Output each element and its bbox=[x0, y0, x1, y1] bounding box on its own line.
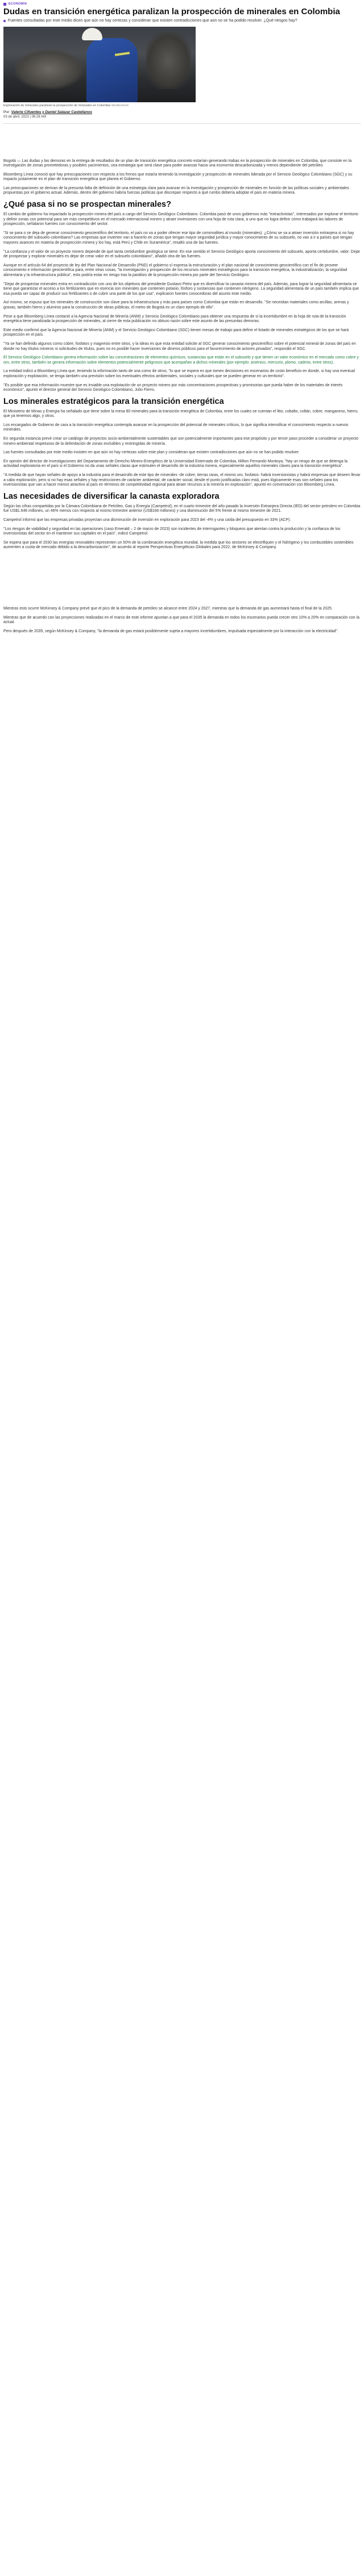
paragraph: El Servicio Geológico Colombiano genera información sobre las concentraciones de elementos químicos, sustancias que están en el subsuelo y que tienen un valor económico en el mercado como cobre y oro, entre otros, también se genera información sobre elementos potencialmente peligrosos que acompañan a dichos minerales (por ejemplo: arsénico, mercurio, plomo, cadmio, entre otros). bbox=[3, 356, 359, 365]
paragraph: En segunda instancia prevé crear un catálogo de proyectos socio-ambientalmente sustentables que son potencialmente importantes para ese propósito y por tercer paso proceder a considerar un proyecto minero-ambiental respetuoso de la delimitación de zonas excluibles y restringidas de minería. bbox=[3, 437, 358, 446]
paragraph: Las preocupaciones se derivan de la presunta falta de definición de una estrategia clara para avanzar en la investigación y prospección de minerales en función de las políticas sociales y ambientales propuestas por el gobierno actual. Además, dentro del gobierno habría fuerzas políticas que discrepan respecto a qué rumbo debería adoptar el país en materia minera. bbox=[3, 186, 349, 195]
byline-prefix: Por: bbox=[3, 110, 10, 114]
summary-bullet-icon bbox=[3, 20, 6, 22]
paragraph: Este medio confirmó que la Agencia Nacional de Minería (ANM) y el Servicio Geológico Colombiano (SGC) tienen mesas de trabajo para definir el listado de minerales estratégicos de los que se hará prospección en el país. bbox=[3, 328, 349, 337]
paragraph: Las fuentes consultadas por este medio insisten en que aún no hay certezas sobre este plan y consideran que existen contradicciones que aún no se han podido resolver. bbox=[3, 450, 300, 455]
paragraph: "Es posible que esa información muestre que es inviable una explotación de un proyecto minero por más concentraciones prospectivas y promisorias que pueda haber de los materiales de interés económico", apuntó el director general del Servicio Geológico Colombiano, Julio Fierro. bbox=[3, 383, 343, 393]
article-header bbox=[0, 0, 364, 24]
article-summary bbox=[3, 19, 361, 24]
caption-credit: Shutterstock bbox=[111, 103, 129, 107]
paragraph: "A medida de que hayan señales de apoyo a la industria para el desarrollo de este tipo de minerales -de cobre, tierras raras, el mismo oro, fosfatos- habrá inversionistas y habrá empresas que deseen llevar a cabo exploración, pero si no hay esas señales y hay restricciones de carácter ambiental, de carácter social, desde el punto justificadas claro está, pues lógicamente esas son señales para los inversionistas que van a hacer menos atractivo al país en términos de competitividad regional para atraer recursos a la minería en exploración", apuntó en conversación con Bloomberg Línea. bbox=[3, 473, 361, 487]
paragraph: Según las cifras compartidas por la Cámara Colombiana de Petróleo, Gas y Energía (Campetrol), en el cuarto trimestre del año pasado la Inversión Extranjera Directa (IED) del sector petrolero en Colombia fue US$1.646 millones, un 46% menos con respecto al mismo trimestre anterior (US$168 millones) y una disminución del 5% frente al mismo trimestre de 2021. bbox=[3, 504, 361, 513]
paragraph: "Los riesgos de viabilidad y seguridad en las operaciones (caso Emerald – 2 de marzo de 2023) son incidentes de interrogantes y bloqueos que atentan contra la producción y la confianza de los inversionistas del sector en el mantener sus capitales en el país", indicó Campetrol. bbox=[3, 527, 341, 536]
paragraph: "Ya se han definido algunos como cobre, fosfatos y magnesio entre otros, y la ideas es que esta entidad solicite al SGC generar conocimiento geocientífico sobre el potencial mineral de zonas del país en donde no hay títulos mineros ni solicitudes de títulos, pues no es posible hacer inversiones de dineros públicos para el favorecimiento de actores privados", respondió el SGC. bbox=[3, 341, 356, 351]
paragraph: Bloomberg Línea conoció que hay preocupaciones con respecto a los frenos que estaría teniendo la investigación y prospección de minerales liderada por el Servicio Geológico Colombiano (SGC) y su impacto justamente en el plan de transición energética que planea el Gobierno. bbox=[3, 172, 353, 182]
paragraph: El cambio de gobierno ha impactado la prospección minera del país a cargo del Servicio Geológico Colombiano. Colombia pasó de unos gobiernos más "extractivistas", interesados por explorar el territorio y definir zonas con potencial para ser más competitivos en el mercado internacional minero y atraer inversiones con una hoja de ruta clara, a uno que no logra definir cómo trabajará las labores de prospección, señalaron fuentes con conocimiento del sector. bbox=[3, 212, 358, 227]
paragraph: Se espera que para el 2030 las energías renovables representen un 50% de la combinación energética mundial, la medida que los sectores se electrifiquen y el hidrógeno y los combustibles sostenibles aumenten a cuota de mercado debido a la descarbonización", de acuerdo al reporte Perspectivas Energéticas Globales para 2022, de McKinsey & Company. bbox=[3, 540, 354, 550]
paragraph: Mientras que de acuerdo con las proyecciones realizadas en el marco de este informe apuntan a que para el 2035 la demanda en todos los escenarios pueda crecer otro 10% a 20% en comparación con la actual. bbox=[3, 615, 359, 625]
paragraph: Así mismo, se expuso que los minerales de construcción son clave para la infraestructura y más para países como Colombia que están en desarrollo. "Se necesitan materiales como arcillas, arenas y gravas, también hierro y aluminio para la construcción de obras públicas, el metro de Bogotá es un claro ejemplo de ello". bbox=[3, 300, 349, 310]
paragraph: Pese a que Bloomberg Línea contactó a la Agencia Nacional de Minería (ANM) y Servicio Geológico Colombiano para obtener una respuesta de si la incertidumbre en la hoja de ruta de la transición energética tiene paralizada la prospección de minerales, al cierre de esta publicación no obtuvo razón sobre este asunto de las presuntas demoras. bbox=[3, 314, 346, 324]
paragraph: En opinión del director de Investigaciones del Departamento de Derecho Minero-Energético de la Universidad Externado de Colombia, Milton Fernando Montoya, "hay un riesgo de que se detenga la actividad exploratoria en el país si el Gobierno no da unas señales claras que estimulen el desarrollo de la industria minera, especialmente aquellos minerales claves para la transición energética". bbox=[3, 459, 348, 469]
rock-shape bbox=[15, 49, 83, 89]
author-link[interactable]: Valerie Cifuentes y Daniel Salazar Castellanos bbox=[11, 110, 92, 114]
caption-text: Exploración de minerales paralizan la prospección de minerales en Colombia bbox=[3, 103, 111, 107]
paragraph: Aunque en el artículo 64 del proyecto de ley del Plan Nacional de Desarrollo (PND) el gobierno sí expresa la estructuración y el plan nacional de conocimiento geocientífico con el fin de proveer conocimiento e información geocientífica para, entre otras cosas, "la investigación y prospección de los recursos minerales estratégicos para la transición energética, la industrialización, la seguridad alimentaria y la infraestructura pública", esto podría estar en riesgo tras la parálisis de la prospección minera por parte del Servicio Geológico. bbox=[3, 263, 348, 277]
section-tag[interactable] bbox=[3, 2, 361, 6]
ad-space bbox=[3, 554, 361, 607]
article-title: Dudas en transición energética paralizan la prospección de minerales en Colombia bbox=[3, 7, 340, 16]
paragraph: Bogotá — Las dudas y las demoras en la entrega de resultados de un plan de transición energética concreto estarían generando trabas en la prospección de minerales en Colombia, que consiste en la investigación de zonas prometedoras y posibles yacimientos, una estrategia que será clave para poder avanzar hacia una economía descarbonizada y menos dependiente del petróleo. bbox=[3, 158, 352, 168]
paragraph: "La confianza y el valor de un proyecto minero depende de qué tanta certidumbre geológica se tiene. En ese sentido el Servicio Geológico aporta conocimiento del subsuelo, aporta certidumbre, valor. Dejar de prospectar y explorar minerales es dejar de crear valor en el subsuelo colombiano", añadió otra de las fuentes. bbox=[3, 249, 361, 259]
section-heading: Las necesidades de diversificar la canasta exploradora bbox=[3, 491, 220, 501]
article-body bbox=[0, 124, 364, 634]
rock-shape bbox=[146, 32, 191, 89]
summary-text: Fuentes consultadas por este medio dicen que aún no hay certezas y consideran que existen contradicciones que aún no se ha podido resolver. ¿Qué riesgos hay? bbox=[8, 19, 297, 23]
hero-image bbox=[3, 27, 196, 102]
paragraph: Mientras esto ocurre McKinsey & Company prevé que el pico de la demanda de petróleo se alcance entre 2024 y 2027, mientras que la demanda de gas aumentará hasta el final de la 2025. bbox=[3, 606, 333, 611]
section-heading: ¿Qué pasa si no se prospectan minerales? bbox=[3, 200, 171, 210]
paragraph: La entidad indicó a Bloomberg Línea que, teniendo la información tanto de una como de otros, "lo que se espera es que tomen decisiones en escenarios de costo beneficio en donde, si hay una eventual exploración y explotación, se tenga también una previsión sobre los eventuales efectos ambientales, sociales y culturales que se pueden generar en un territorio". bbox=[3, 369, 355, 378]
worker-shape bbox=[86, 38, 138, 102]
publish-date: 03 de abril, 2023 | 06:28 AM bbox=[3, 115, 46, 119]
paragraph: Campetrol informó que las empresas privadas proyectan una disminución de inversión en exploración para 2023 del -4% y una caída del presupuesto en 33% (ACP). bbox=[3, 518, 291, 522]
paragraph: "Si se para o se deja de generar conocimiento geocientífico del territorio, el país no va a poder ofrecer ese tipo de commodities al mundo (minerales). ¿Cómo se va a atraer inversión extranjera si no hay conocimiento del subsuelo colombiano? Las empresas que invierten van a hacerlo en zonas que tengan mayor seguridad jurídica y mayor conocimiento de su subsuelo, no van a ir a países que tengan mayores avances en materia de prospección minera y los hay, está Perú y Chile en Suramérica", resaltó una de las fuentes. bbox=[3, 231, 354, 245]
section-label: ECONOMÍA bbox=[9, 2, 27, 6]
helmet-shape bbox=[82, 28, 102, 40]
paragraph: Pero después de 2035, según McKinsey & Company, "la demanda de gas estará posiblemente sujeta a mayores incertidumbres, impulsada especialmente por la interacción con la electricidad". bbox=[3, 629, 338, 633]
paragraph: "Dejar de prospectar minerales entra en contradicción con uno de los objetivos del presidente Gustavo Petro que es diversificar la canasta minera del país. Además, para lograr la seguridad alimentaria se tiene que garantizar el acceso a los fertilizantes que en esencia son minerales que contienen potasio, fósforo y sustancias que contienen nitrógeno. La seguridad alimentaria de un país también implica que esa pueda ser capaz de producir sus fertilizantes o de cubrir una parte de los que usa", explicaron fuentes conocedoras del asunto este medio. bbox=[3, 282, 359, 296]
paragraph: Los encargados de Gobierno de cara a la transición energética contempla avanzar en la prospección del potencial de minerales críticos, lo que significa intensificar el conocimiento respecto a nuevos minerales. bbox=[3, 423, 349, 432]
image-caption bbox=[0, 102, 364, 108]
section-heading: Los minerales estratégicos para la transición energética bbox=[3, 396, 224, 406]
paragraph: El Ministerio de Minas y Energía ha señalado que tiene sobre la mesa 80 minerales para la transición energética de Colombia, entre los cuales se cuentan el litio, cobalto, coltán, cobre, manganeso, hierro, que ya tenemos algo, y otros. bbox=[3, 409, 358, 419]
section-marker-icon bbox=[3, 3, 6, 6]
byline bbox=[0, 108, 364, 114]
